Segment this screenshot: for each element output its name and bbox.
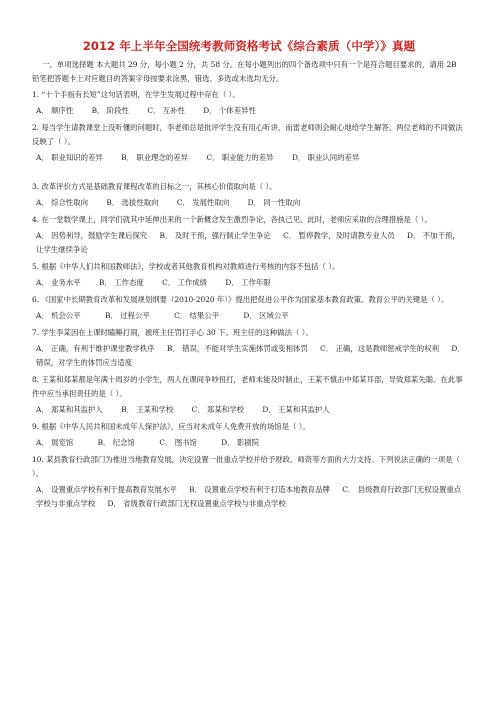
option-d: D． 职业认同的差异 [291,153,360,162]
option-c: C． 工作成绩 [162,278,208,287]
option-d: D． 错误，对学生的体罚应当适度 [36,344,465,367]
option-c: C． 郑某和学校 [191,405,245,414]
spacer [32,168,466,178]
option-c: C． 发展性取向 [176,198,230,207]
question-options-2 [32,151,466,165]
option-b: B． 选拔性取向 [106,198,159,207]
question-stem-3: 3. 改革评价方式是基础教育课程改革的目标之一，其核心价值取向是（ ）。 [32,182,277,191]
option-a: A． 职业知识的差异 [36,153,103,162]
option-c: C． 职业能力的差异 [206,153,274,162]
question-options-9 [32,436,466,450]
option-b: B． 及时干预，强行制止学生争论 [159,231,271,240]
question-options-6 [32,309,466,323]
option-b: B． 错误，不能对学生实施体罚或变相体罚 [166,344,308,353]
option-b: B． 王某和学校 [121,405,174,414]
option-c: C． 暂停教学，及时请教专业人员 [283,231,395,240]
page-title: 2012 年上半年全国统考教师资格考试《综合素质（中学）》真题 [82,39,416,53]
option-d: D． 王某和其监护人 [262,405,330,414]
question-options-8 [32,403,466,417]
option-c: C． 正确，这是教师惩戒学生的权利 [320,344,439,353]
option-a: A． 正确，有利于维护课堂教学秩序 [36,344,155,353]
option-d: D． 同一性取向 [247,198,301,207]
question-options-3 [32,196,466,210]
question-options-5 [32,276,466,290]
option-b: B． 职业理念的差异 [121,153,189,162]
option-c: C． 结果公平 [174,311,220,320]
option-c: C． 县级教育行政部门无权设置重点学校与非重点学校 [36,485,462,508]
option-d: D． 个体差异性 [203,106,256,115]
option-a: A． 综合性取向 [36,198,89,207]
section-intro: 一、单项选择题 本大题共 29 分，每小题 2 分，共 58 分。在每小题列出的四个备选项中只有一个是符合题目要求的，请用 2B 铅笔把答题卡上对应题目的答案字母按要求涂黑，错选、多选或未选均无分。 [32,60,457,83]
option-a: A． 业务水平 [36,278,81,287]
option-a: A． 机会公平 [36,311,81,320]
option-a: A． 因势利导，鼓励学生课后探究 [36,231,148,240]
question-stem-4: 4. 在一堂数学课上，同学们就其中延伸出来的一个新概念发生激烈争论，各执己见。此时，老师应采取的合理措施是（ ）。 [32,215,432,224]
option-a: A． 顺序性 [36,106,74,115]
question-stem-10: 10. 某县教育行政部门为推进当地教育发展，决定设置一批重点学校并给予财政、师资等方面的大力支持。下列说法正确的一项是（ ）。 [32,455,460,478]
question-stem-7: 7. 学生李某因在上课时瞌睡打闹，被班主任罚打手心 30 下。班主任的这种做法（ ）。 [32,328,313,337]
option-a: A． 郑某和其监护人 [36,405,103,414]
option-d: D． 区域公平 [243,311,289,320]
question-stem-2: 2. 每当学生请教课堂上没听懂的问题时，李老师总是批评学生没有用心听讲，而雷老师则会耐心地给学生解答。两位老师的不同做法反映了（ ）。 [32,123,463,146]
question-stem-6: 6. 《国家中长期教育改革和发展规划纲要（2010-2020 年）》提出把促进公平作为国家基本教育政策。教育公平的关键是（ ）。 [32,295,449,304]
question-stem-1: 1. “十个手指有长短”这句话表明，在学生发展过程中存在（ ）。 [32,90,240,99]
option-a: A． 设置重点学校有利于提高教育发展水平 [36,485,177,494]
option-b: B． 设置重点学校有利于打造本地教育品牌 [189,485,330,494]
option-a: A． 展览馆 [36,438,74,447]
question-options-4 [32,229,466,257]
option-b: B． 工作态度 [99,278,144,287]
question-stem-9: 9. 根据《中华人民共和国未成年人保护法》，应当对未成年人免费开放的场馆是（ ）。 [32,422,310,431]
option-d: D． 工作年限 [225,278,271,287]
option-d: D． 省级教育行政部门无权设置重点学校与非重点学校 [107,499,286,508]
option-d: D． 不加干预，让学生继续争论 [36,231,460,254]
question-options-7 [32,342,466,370]
question-stem-5: 5. 根据《中华人们共和国教师法》，学校或者其他教育机构对教师进行考核的内容不包括（ ）。 [32,262,340,271]
question-options-1 [32,104,466,118]
option-b: B． 纪念馆 [97,438,135,447]
option-c: C． 互补性 [147,106,185,115]
option-b: B． 过程公平 [105,311,150,320]
option-b: B． 阶段性 [91,106,129,115]
option-c: C． 图书馆 [159,438,197,447]
question-options-10 [32,483,466,511]
option-d: D． 影剧院 [221,438,260,447]
question-stem-8: 8. 王某和郑某都是年满十周岁的小学生，两人在课间争吵扭打，老师未能及时制止，王某不慎击中郑某耳部，导致郑某失聪。在此事件中应当承担责任的是（ ）。 [32,375,463,398]
